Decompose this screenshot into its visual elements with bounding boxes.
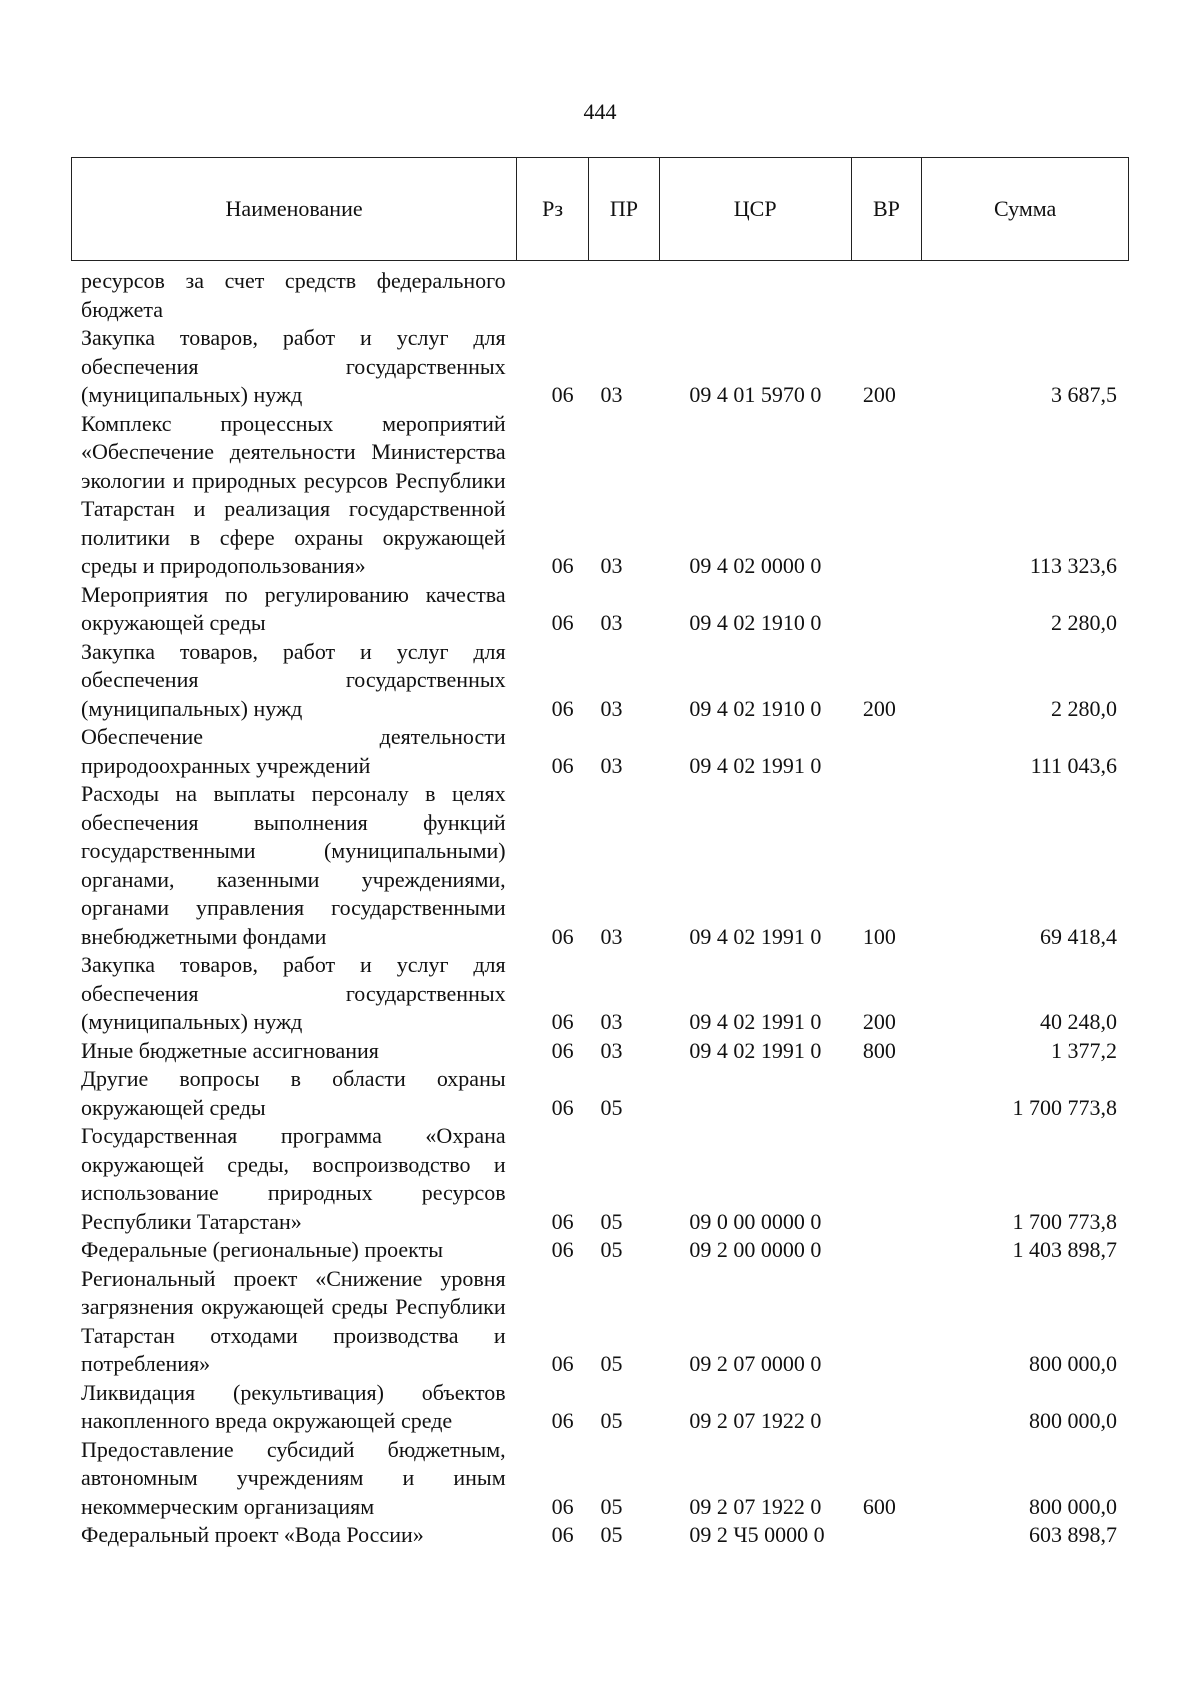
cell-name: Расходы на выплаты персоналу в целях обеспечения выполнения функций государственными (муниципальными) органами, казенными учреждениями, органами управления государственными внебюджетными фондами <box>81 781 506 949</box>
cell-sum: 2 280,0 <box>1051 610 1118 635</box>
header-pr: ПР <box>589 158 660 260</box>
cell-sum: 69 418,4 <box>1040 923 1118 949</box>
cell-name: Региональный проект «Снижение уровня загрязнения окружающей среды Республики Татарстан отходами производства и потребления» <box>81 1265 506 1376</box>
table-row <box>71 1122 1129 1236</box>
cell-pr: 05 <box>600 1522 623 1547</box>
cell-csr: 09 2 07 1922 0 <box>689 1493 822 1519</box>
table-row <box>71 581 1129 638</box>
cell-rz: 06 <box>551 1037 574 1063</box>
cell-pr: 03 <box>600 382 623 407</box>
cell-pr: 03 <box>600 553 623 578</box>
cell-pr: 03 <box>600 923 623 949</box>
table-row <box>71 638 1129 724</box>
header-rz: Рз <box>517 158 589 260</box>
cell-pr: 03 <box>600 695 623 721</box>
cell-name: Закупка товаров, работ и услуг для обеспечения государственных (муниципальных) нужд <box>81 325 506 407</box>
cell-rz: 06 <box>551 1351 574 1376</box>
cell-csr: 09 4 02 0000 0 <box>689 553 822 578</box>
cell-sum: 40 248,0 <box>1040 1009 1118 1034</box>
cell-sum: 1 377,2 <box>1051 1037 1118 1063</box>
cell-rz: 06 <box>551 752 574 778</box>
cell-csr: 09 4 02 1991 0 <box>689 923 822 949</box>
cell-pr: 03 <box>600 1009 623 1034</box>
cell-csr: 09 2 07 1922 0 <box>689 1408 822 1433</box>
cell-sum: 800 000,0 <box>1029 1493 1118 1519</box>
cell-vr: 100 <box>862 923 896 949</box>
cell-sum: 1 700 773,8 <box>1012 1094 1118 1120</box>
cell-csr: 09 4 02 1910 0 <box>689 695 822 721</box>
cell-pr: 05 <box>600 1408 623 1433</box>
table-row <box>71 780 1129 951</box>
cell-rz: 06 <box>551 1522 574 1547</box>
cell-rz: 06 <box>551 1237 574 1262</box>
cell-name: ресурсов за счет средств федерального бюджета <box>81 268 506 322</box>
table-row <box>71 723 1129 780</box>
header-vr: ВР <box>852 158 923 260</box>
cell-pr: 03 <box>600 610 623 635</box>
cell-sum: 113 323,6 <box>1029 553 1118 578</box>
budget-table <box>71 157 1129 1550</box>
cell-name: Предоставление субсидий бюджетным, автономным учреждениям и иным некоммерческим организациям <box>81 1436 506 1519</box>
header-csr: ЦСР <box>660 158 852 260</box>
table-row <box>71 1065 1129 1122</box>
cell-sum: 111 043,6 <box>1030 752 1118 778</box>
cell-sum: 800 000,0 <box>1029 1408 1118 1433</box>
cell-sum: 1 403 898,7 <box>1012 1237 1118 1262</box>
cell-pr: 05 <box>600 1493 623 1519</box>
cell-vr: 200 <box>862 1009 896 1034</box>
cell-name: Комплекс процессных мероприятий «Обеспечение деятельности Министерства экологии и природных ресурсов Республики Татарстан и реализация государственной политики в сфере охраны окружающей среды и природопользования» <box>81 410 506 578</box>
cell-csr: 09 2 00 0000 0 <box>689 1237 822 1262</box>
cell-csr: 09 2 Ч5 0000 0 <box>689 1522 825 1547</box>
cell-vr: 200 <box>862 695 896 721</box>
table-row <box>71 1436 1129 1522</box>
cell-csr: 09 4 02 1991 0 <box>689 1037 822 1063</box>
cell-pr: 03 <box>600 1037 623 1063</box>
table-body <box>71 261 1129 1550</box>
cell-sum: 800 000,0 <box>1029 1351 1118 1376</box>
cell-name: Мероприятия по регулированию качества окружающей среды <box>81 581 506 635</box>
header-sum: Сумма <box>994 196 1057 221</box>
table-row <box>71 267 1129 324</box>
cell-vr: 200 <box>862 382 896 407</box>
table-row <box>71 410 1129 581</box>
cell-pr: 03 <box>600 752 623 778</box>
table-header <box>71 157 1129 261</box>
cell-sum: 3 687,5 <box>1051 382 1118 407</box>
cell-name: Иные бюджетные ассигнования <box>81 1037 379 1063</box>
cell-rz: 06 <box>551 1094 574 1120</box>
cell-pr: 05 <box>600 1237 623 1262</box>
cell-rz: 06 <box>551 1493 574 1519</box>
cell-rz: 06 <box>551 610 574 635</box>
cell-rz: 06 <box>551 923 574 949</box>
cell-name: Закупка товаров, работ и услуг для обеспечения государственных (муниципальных) нужд <box>81 952 506 1034</box>
cell-rz: 06 <box>551 695 574 721</box>
cell-csr: 09 4 02 1991 0 <box>689 752 822 778</box>
table-row <box>71 951 1129 1037</box>
cell-sum: 603 898,7 <box>1029 1522 1118 1547</box>
cell-csr: 09 0 00 0000 0 <box>689 1208 822 1234</box>
cell-rz: 06 <box>551 1009 574 1034</box>
cell-name: Обеспечение деятельности природоохранных учреждений <box>81 724 506 778</box>
cell-csr: 09 4 01 5970 0 <box>689 382 822 407</box>
cell-csr: 09 4 02 1910 0 <box>689 610 822 635</box>
table-row <box>71 1236 1129 1265</box>
cell-rz: 06 <box>551 553 574 578</box>
cell-name: Ликвидация (рекультивация) объектов накопленного вреда окружающей среде <box>81 1379 506 1433</box>
cell-csr: 09 4 02 1991 0 <box>689 1009 822 1034</box>
cell-name: Закупка товаров, работ и услуг для обеспечения государственных (муниципальных) нужд <box>81 638 506 721</box>
cell-sum: 2 280,0 <box>1051 695 1118 721</box>
cell-pr: 05 <box>600 1094 623 1120</box>
cell-name: Федеральный проект «Вода России» <box>81 1522 424 1547</box>
cell-vr: 600 <box>862 1493 896 1519</box>
page-number: 444 <box>583 99 617 124</box>
cell-name: Другие вопросы в области охраны окружающей среды <box>81 1066 506 1120</box>
header-name: Наименование <box>72 158 517 260</box>
cell-name: Федеральные (региональные) проекты <box>81 1237 443 1262</box>
cell-vr: 800 <box>862 1037 896 1063</box>
cell-rz: 06 <box>551 1408 574 1433</box>
table-row <box>71 1521 1129 1550</box>
cell-pr: 05 <box>600 1208 623 1234</box>
cell-name: Государственная программа «Охрана окружающей среды, воспроизводство и использование природных ресурсов Республики Татарстан» <box>81 1123 506 1234</box>
cell-rz: 06 <box>551 1208 574 1234</box>
table-row <box>71 1037 1129 1066</box>
cell-pr: 05 <box>600 1351 623 1376</box>
table-row <box>71 1265 1129 1379</box>
table-row <box>71 324 1129 410</box>
cell-csr: 09 2 07 0000 0 <box>689 1351 822 1376</box>
cell-sum: 1 700 773,8 <box>1012 1208 1118 1234</box>
table-row <box>71 1379 1129 1436</box>
cell-rz: 06 <box>551 382 574 407</box>
